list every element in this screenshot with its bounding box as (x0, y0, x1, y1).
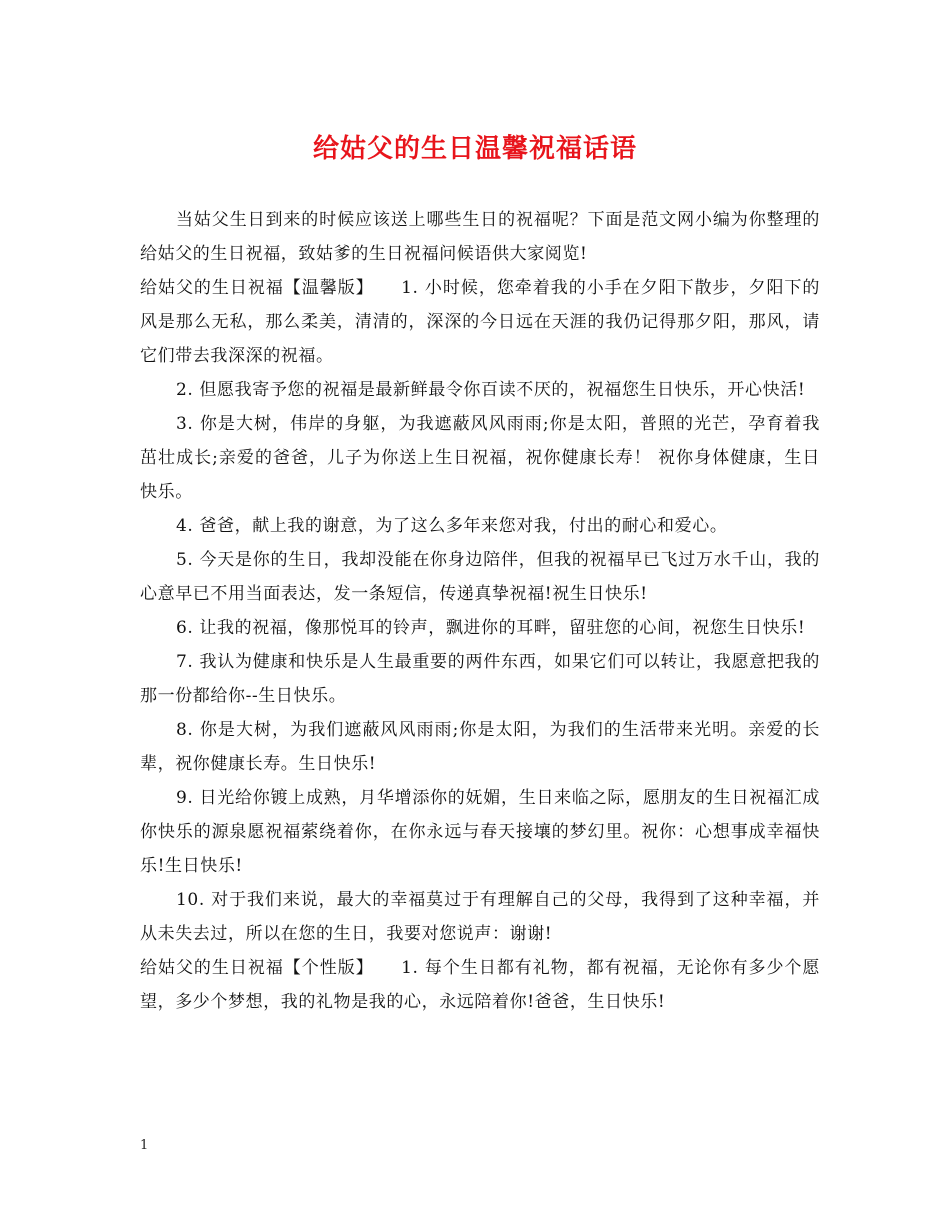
wish-paragraph-5: 5. 今天是你的生日，我却没能在你身边陪伴，但我的祝福早已飞过万水千山，我的心意早已不用当面表达，发一条短信，传递真挚祝福!祝生日快乐! (140, 550, 820, 604)
document-title: 给姑父的生日温馨祝福话语 (312, 134, 637, 164)
wish-paragraph-6: 6. 让我的祝福，像那悦耳的铃声，飘进你的耳畔，留驻您的心间，祝您生日快乐! (176, 618, 806, 638)
page-number: 1 (140, 1138, 149, 1153)
intro-paragraph: 当姑父生日到来的时候应该送上哪些生日的祝福呢？下面是范文网小编为你整理的给姑父的生日祝福，致姑爹的生日祝福问候语供大家阅览! (140, 210, 820, 264)
wish-paragraph-2: 2. 但愿我寄予您的祝福是最新鲜最令你百读不厌的，祝福您生日快乐，开心快活! (176, 380, 806, 400)
wish-paragraph-8: 8. 你是大树，为我们遮蔽风风雨雨;你是太阳，为我们的生活带来光明。亲爱的长辈，祝你健康长寿。生日快乐! (140, 720, 820, 774)
wish-paragraph-3: 3. 你是大树，伟岸的身躯，为我遮蔽风风雨雨;你是太阳，普照的光芒，孕育着我茁壮成长;亲爱的爸爸，儿子为你送上生日祝福，祝你健康长寿！ 祝你身体健康，生日快乐。 (140, 414, 820, 502)
section-warm-paragraph: 给姑父的生日祝福【温馨版】 1. 小时候，您牵着我的小手在夕阳下散步，夕阳下的风是那么无私，那么柔美，清清的，深深的今日远在天涯的我仍记得那夕阳，那风，请它们带去我深深的祝福。 (140, 278, 820, 366)
wish-paragraph-7: 7. 我认为健康和快乐是人生最重要的两件东西，如果它们可以转让，我愿意把我的那一份都给你--生日快乐。 (140, 652, 820, 706)
section-personal-paragraph: 给姑父的生日祝福【个性版】 1. 每个生日都有礼物，都有祝福，无论你有多少个愿望，多少个梦想，我的礼物是我的心，永远陪着你!爸爸，生日快乐! (140, 958, 820, 1012)
wish-paragraph-9: 9. 日光给你镀上成熟，月华增添你的妩媚，生日来临之际，愿朋友的生日祝福汇成你快乐的源泉愿祝福萦绕着你，在你永远与春天接壤的梦幻里。祝你：心想事成幸福快乐!生日快乐! (140, 788, 820, 876)
document-body (140, 203, 820, 1019)
wish-paragraph-10: 10. 对于我们来说，最大的幸福莫过于有理解自己的父母，我得到了这种幸福，并从未失去过，所以在您的生日，我要对您说声：谢谢! (140, 890, 820, 944)
wish-paragraph-4: 4. 爸爸，献上我的谢意，为了这么多年来您对我，付出的耐心和爱心。 (176, 516, 728, 536)
